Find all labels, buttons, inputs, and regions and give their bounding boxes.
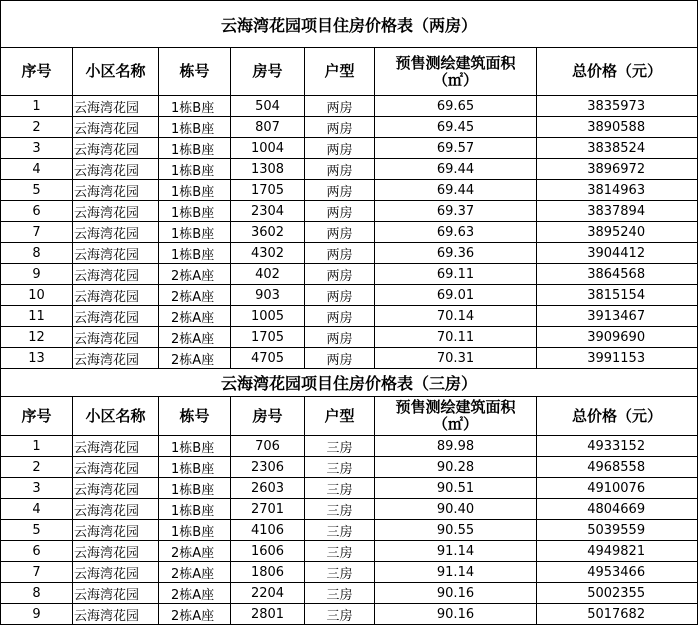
cell-unit: 4302 [231,243,305,264]
cell-layout: 两房 [305,285,375,306]
cell-layout: 三房 [305,562,375,583]
column-header-unit: 房号 [231,397,305,436]
cell-building: 1栋B座 [159,520,231,541]
cell-community: 云海湾花园 [73,222,159,243]
cell-price: 5039559 [537,520,698,541]
column-header-building: 栋号 [159,397,231,436]
table-row [1,436,698,457]
cell-community: 云海湾花园 [73,159,159,180]
cell-community: 云海湾花园 [73,604,159,625]
cell-unit: 706 [231,436,305,457]
cell-building: 2栋A座 [159,285,231,306]
cell-seq: 9 [1,264,73,285]
cell-building: 1栋B座 [159,159,231,180]
cell-area: 69.44 [375,159,537,180]
cell-price: 3904412 [537,243,698,264]
table-row [1,96,698,117]
cell-layout: 两房 [305,222,375,243]
cell-layout: 三房 [305,478,375,499]
column-header-unit: 房号 [231,48,305,96]
cell-building: 1栋B座 [159,457,231,478]
cell-seq: 2 [1,457,73,478]
cell-seq: 5 [1,520,73,541]
cell-community: 云海湾花园 [73,201,159,222]
cell-layout: 三房 [305,457,375,478]
cell-seq: 8 [1,243,73,264]
cell-building: 1栋B座 [159,180,231,201]
cell-seq: 9 [1,604,73,625]
table-row [1,348,698,369]
cell-area: 69.45 [375,117,537,138]
cell-seq: 7 [1,562,73,583]
cell-unit: 1806 [231,562,305,583]
cell-price: 3913467 [537,306,698,327]
table-row [1,117,698,138]
cell-seq: 11 [1,306,73,327]
cell-building: 1栋B座 [159,436,231,457]
column-header-area: 预售测绘建筑面积 （㎡） [375,397,537,436]
table2-header-row [1,397,698,436]
cell-layout: 三房 [305,520,375,541]
table-row [1,541,698,562]
cell-seq: 4 [1,159,73,180]
cell-layout: 两房 [305,180,375,201]
cell-area: 70.14 [375,306,537,327]
cell-seq: 6 [1,201,73,222]
cell-community: 云海湾花园 [73,562,159,583]
cell-community: 云海湾花园 [73,243,159,264]
table-row [1,604,698,625]
cell-building: 2栋A座 [159,264,231,285]
cell-seq: 4 [1,499,73,520]
cell-price: 3835973 [537,96,698,117]
table-row [1,159,698,180]
cell-community: 云海湾花园 [73,520,159,541]
cell-area: 69.37 [375,201,537,222]
cell-building: 1栋B座 [159,117,231,138]
cell-layout: 三房 [305,583,375,604]
cell-community: 云海湾花园 [73,348,159,369]
cell-area: 69.44 [375,180,537,201]
cell-building: 2栋A座 [159,306,231,327]
cell-layout: 两房 [305,306,375,327]
cell-price: 3909690 [537,327,698,348]
column-header-price: 总价格（元） [537,397,698,436]
table-row [1,478,698,499]
cell-building: 2栋A座 [159,562,231,583]
cell-unit: 903 [231,285,305,306]
cell-price: 3895240 [537,222,698,243]
table-row [1,583,698,604]
column-header-layout: 户型 [305,48,375,96]
table-row [1,243,698,264]
cell-area: 90.16 [375,583,537,604]
cell-area: 69.57 [375,138,537,159]
cell-seq: 12 [1,327,73,348]
cell-area: 69.11 [375,264,537,285]
table-row [1,457,698,478]
cell-community: 云海湾花园 [73,583,159,604]
cell-building: 2栋A座 [159,583,231,604]
cell-building: 2栋A座 [159,348,231,369]
cell-layout: 两房 [305,264,375,285]
cell-price: 5002355 [537,583,698,604]
table-row [1,520,698,541]
cell-community: 云海湾花园 [73,285,159,306]
cell-unit: 2306 [231,457,305,478]
table-title: 云海湾花园项目住房价格表（两房） [1,1,698,48]
cell-unit: 1606 [231,541,305,562]
cell-unit: 807 [231,117,305,138]
cell-area: 90.16 [375,604,537,625]
cell-community: 云海湾花园 [73,138,159,159]
cell-layout: 两房 [305,348,375,369]
cell-building: 2栋A座 [159,604,231,625]
price-table-body [1,1,698,625]
cell-seq: 8 [1,583,73,604]
cell-seq: 1 [1,96,73,117]
cell-unit: 2304 [231,201,305,222]
cell-building: 1栋B座 [159,478,231,499]
table-row [1,180,698,201]
cell-area: 70.11 [375,327,537,348]
cell-price: 3837894 [537,201,698,222]
cell-unit: 1705 [231,327,305,348]
cell-price: 4804669 [537,499,698,520]
table-row [1,201,698,222]
cell-community: 云海湾花园 [73,306,159,327]
table-row [1,222,698,243]
table1-header-row [1,48,698,96]
cell-community: 云海湾花园 [73,436,159,457]
cell-community: 云海湾花园 [73,541,159,562]
cell-layout: 三房 [305,499,375,520]
cell-unit: 2603 [231,478,305,499]
cell-layout: 三房 [305,604,375,625]
cell-seq: 2 [1,117,73,138]
cell-layout: 两房 [305,327,375,348]
cell-layout: 两房 [305,201,375,222]
cell-area: 90.55 [375,520,537,541]
cell-seq: 7 [1,222,73,243]
cell-price: 4953466 [537,562,698,583]
cell-unit: 3602 [231,222,305,243]
table2-title-row [1,369,698,397]
cell-seq: 6 [1,541,73,562]
cell-community: 云海湾花园 [73,499,159,520]
cell-seq: 3 [1,478,73,499]
cell-area: 90.51 [375,478,537,499]
cell-area: 90.40 [375,499,537,520]
cell-price: 3838524 [537,138,698,159]
cell-area: 89.98 [375,436,537,457]
cell-unit: 1308 [231,159,305,180]
cell-unit: 1005 [231,306,305,327]
cell-area: 91.14 [375,562,537,583]
table-row [1,562,698,583]
table-row [1,499,698,520]
cell-building: 2栋A座 [159,327,231,348]
cell-layout: 两房 [305,243,375,264]
cell-unit: 4106 [231,520,305,541]
cell-seq: 1 [1,436,73,457]
cell-price: 3890588 [537,117,698,138]
cell-building: 1栋B座 [159,222,231,243]
cell-unit: 402 [231,264,305,285]
cell-unit: 4705 [231,348,305,369]
table-row [1,285,698,306]
cell-seq: 5 [1,180,73,201]
cell-price: 3991153 [537,348,698,369]
cell-community: 云海湾花园 [73,117,159,138]
column-header-area: 预售测绘建筑面积 （㎡） [375,48,537,96]
cell-area: 69.63 [375,222,537,243]
cell-price: 3815154 [537,285,698,306]
table-title: 云海湾花园项目住房价格表（三房） [1,369,698,397]
column-header-community: 小区名称 [73,397,159,436]
cell-area: 70.31 [375,348,537,369]
cell-area: 69.01 [375,285,537,306]
cell-unit: 2204 [231,583,305,604]
table-row [1,138,698,159]
cell-building: 1栋B座 [159,201,231,222]
table-row [1,264,698,285]
cell-price: 3814963 [537,180,698,201]
cell-unit: 2701 [231,499,305,520]
cell-building: 1栋B座 [159,96,231,117]
column-header-layout: 户型 [305,397,375,436]
cell-unit: 2801 [231,604,305,625]
cell-price: 4968558 [537,457,698,478]
cell-unit: 1004 [231,138,305,159]
cell-layout: 两房 [305,117,375,138]
table1-title-row [1,1,698,48]
cell-price: 4949821 [537,541,698,562]
cell-layout: 三房 [305,436,375,457]
cell-layout: 三房 [305,541,375,562]
cell-area: 69.36 [375,243,537,264]
cell-unit: 504 [231,96,305,117]
cell-community: 云海湾花园 [73,478,159,499]
cell-seq: 13 [1,348,73,369]
cell-building: 1栋B座 [159,243,231,264]
cell-price: 3864568 [537,264,698,285]
cell-building: 1栋B座 [159,138,231,159]
cell-building: 1栋B座 [159,499,231,520]
cell-layout: 两房 [305,159,375,180]
cell-unit: 1705 [231,180,305,201]
cell-seq: 10 [1,285,73,306]
cell-community: 云海湾花园 [73,180,159,201]
cell-price: 4933152 [537,436,698,457]
cell-community: 云海湾花园 [73,457,159,478]
cell-layout: 两房 [305,96,375,117]
column-header-building: 栋号 [159,48,231,96]
cell-price: 4910076 [537,478,698,499]
table-row [1,327,698,348]
cell-community: 云海湾花园 [73,264,159,285]
column-header-price: 总价格（元） [537,48,698,96]
column-header-seq: 序号 [1,397,73,436]
column-header-seq: 序号 [1,48,73,96]
cell-community: 云海湾花园 [73,96,159,117]
cell-area: 90.28 [375,457,537,478]
cell-price: 5017682 [537,604,698,625]
cell-building: 2栋A座 [159,541,231,562]
cell-area: 69.65 [375,96,537,117]
cell-seq: 3 [1,138,73,159]
cell-area: 91.14 [375,541,537,562]
column-header-community: 小区名称 [73,48,159,96]
table-row [1,306,698,327]
cell-community: 云海湾花园 [73,327,159,348]
cell-price: 3896972 [537,159,698,180]
cell-layout: 两房 [305,138,375,159]
